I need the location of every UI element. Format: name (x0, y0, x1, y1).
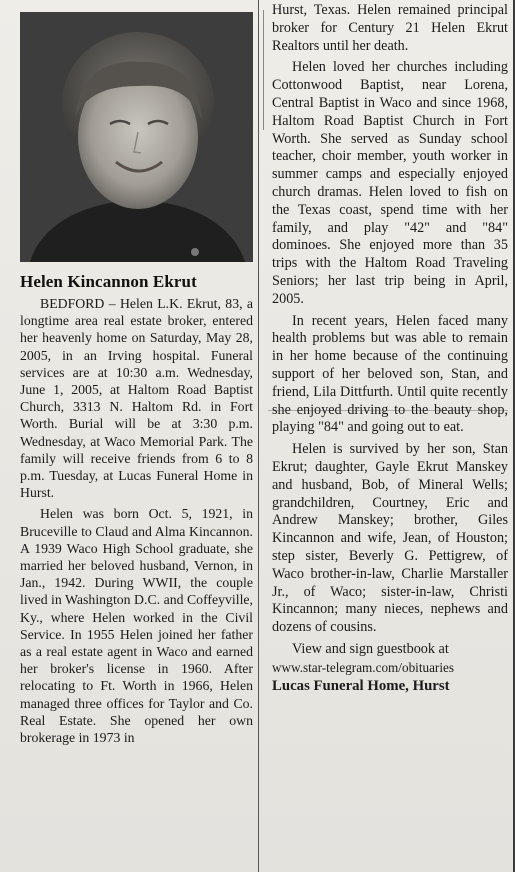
obituary-paragraph: Helen was born Oct. 5, 1921, in Bruceville to Claud and Alma Kincannon. A 1939 Waco High School graduate, she married her beloved husband, Vernon, in Jan., 1942. During WWII, the couple lived in Washington D.C. and Coffeyville, Ky., where Helen worked in the Civil Service. In 1955 Helen joined her father as a real estate agent in Waco and earned her broker's license in 1960. After relocating to Ft. Worth in 1966, Helen managed three offices for Taylor and Co. Real Estate. She opened her own brokerage in 1973 in (20, 506, 253, 746)
column-rule (258, 0, 259, 872)
guestbook-url[interactable]: www.star-telegram.com/obituaries (272, 659, 454, 675)
left-column (20, 12, 253, 746)
margin-mark (263, 10, 264, 130)
deceased-name: Helen Kincannon Ekrut (20, 272, 197, 291)
guestbook-note: View and sign guestbook at (292, 640, 449, 657)
right-column (272, 2, 508, 695)
obituary-paragraph: Helen loved her churches including Cottonwood Baptist, near Lorena, Central Baptist in Waco and since 1968, Haltom Road Baptist Church in Fort Worth. She served as Sunday school teacher, choir member, youth worker in summer camps and especially enjoyed church dramas. Helen loved to fish on the Texas coast, spend time with her family, and play "42" and "84" dominoes. She enjoyed more than 35 trips with the Haltom Road Traveling Seniors; her last trip being in April, 2005. (272, 59, 508, 307)
funeral-home-signoff: Lucas Funeral Home, Hurst (272, 677, 450, 694)
obituary-continuation: Hurst, Texas. Helen remained principal broker for Century 21 Helen Ekrut Realtors until her death. (272, 2, 508, 54)
obituary-paragraph: Helen is survived by her son, Stan Ekrut; daughter, Gayle Ekrut Manskey and husband, Bob, of Mineral Wells; grandchildren, Courtney, Eric and Andrew Manskey; brother, Giles Kincannon and wife, Jean, of Houston; step sister, Beverly G. Pettigrew, of Waco brother-in-law, Charlie Marstaller Jr., of Waco; sister-in-law, Christi Kincannon; many nieces, nephews and dozens of cousins. (272, 441, 508, 636)
paper-fold-line (268, 410, 508, 412)
portrait-photo (20, 12, 253, 262)
portrait-illustration (20, 12, 253, 262)
obituary-paragraph: BEDFORD – Helen L.K. Ekrut, 83, a longtime area real estate broker, entered her heavenly home on Saturday, May 28, 2005, in an Irving hospital. Funeral services are at 10:30 a.m. Wednesday, June 1, 2005, at Haltom Road Baptist Church, 3313 N. Haltom Rd. in Fort Worth. Burial will be at 3:30 p.m. Wednesday, at Waco Memorial Park. The family will receive friends from 6 to 8 p.m. Tuesday, at Lucas Funeral Home in Hurst. (20, 296, 253, 501)
obituary-paragraph: In recent years, Helen faced many health problems but was able to remain in her home because of the continuing support of her beloved son, Stan, and friend, Lila Dittfurth. Until quite recently she enjoyed driving to the beauty shop, playing "84" and going out to eat. (272, 312, 508, 436)
